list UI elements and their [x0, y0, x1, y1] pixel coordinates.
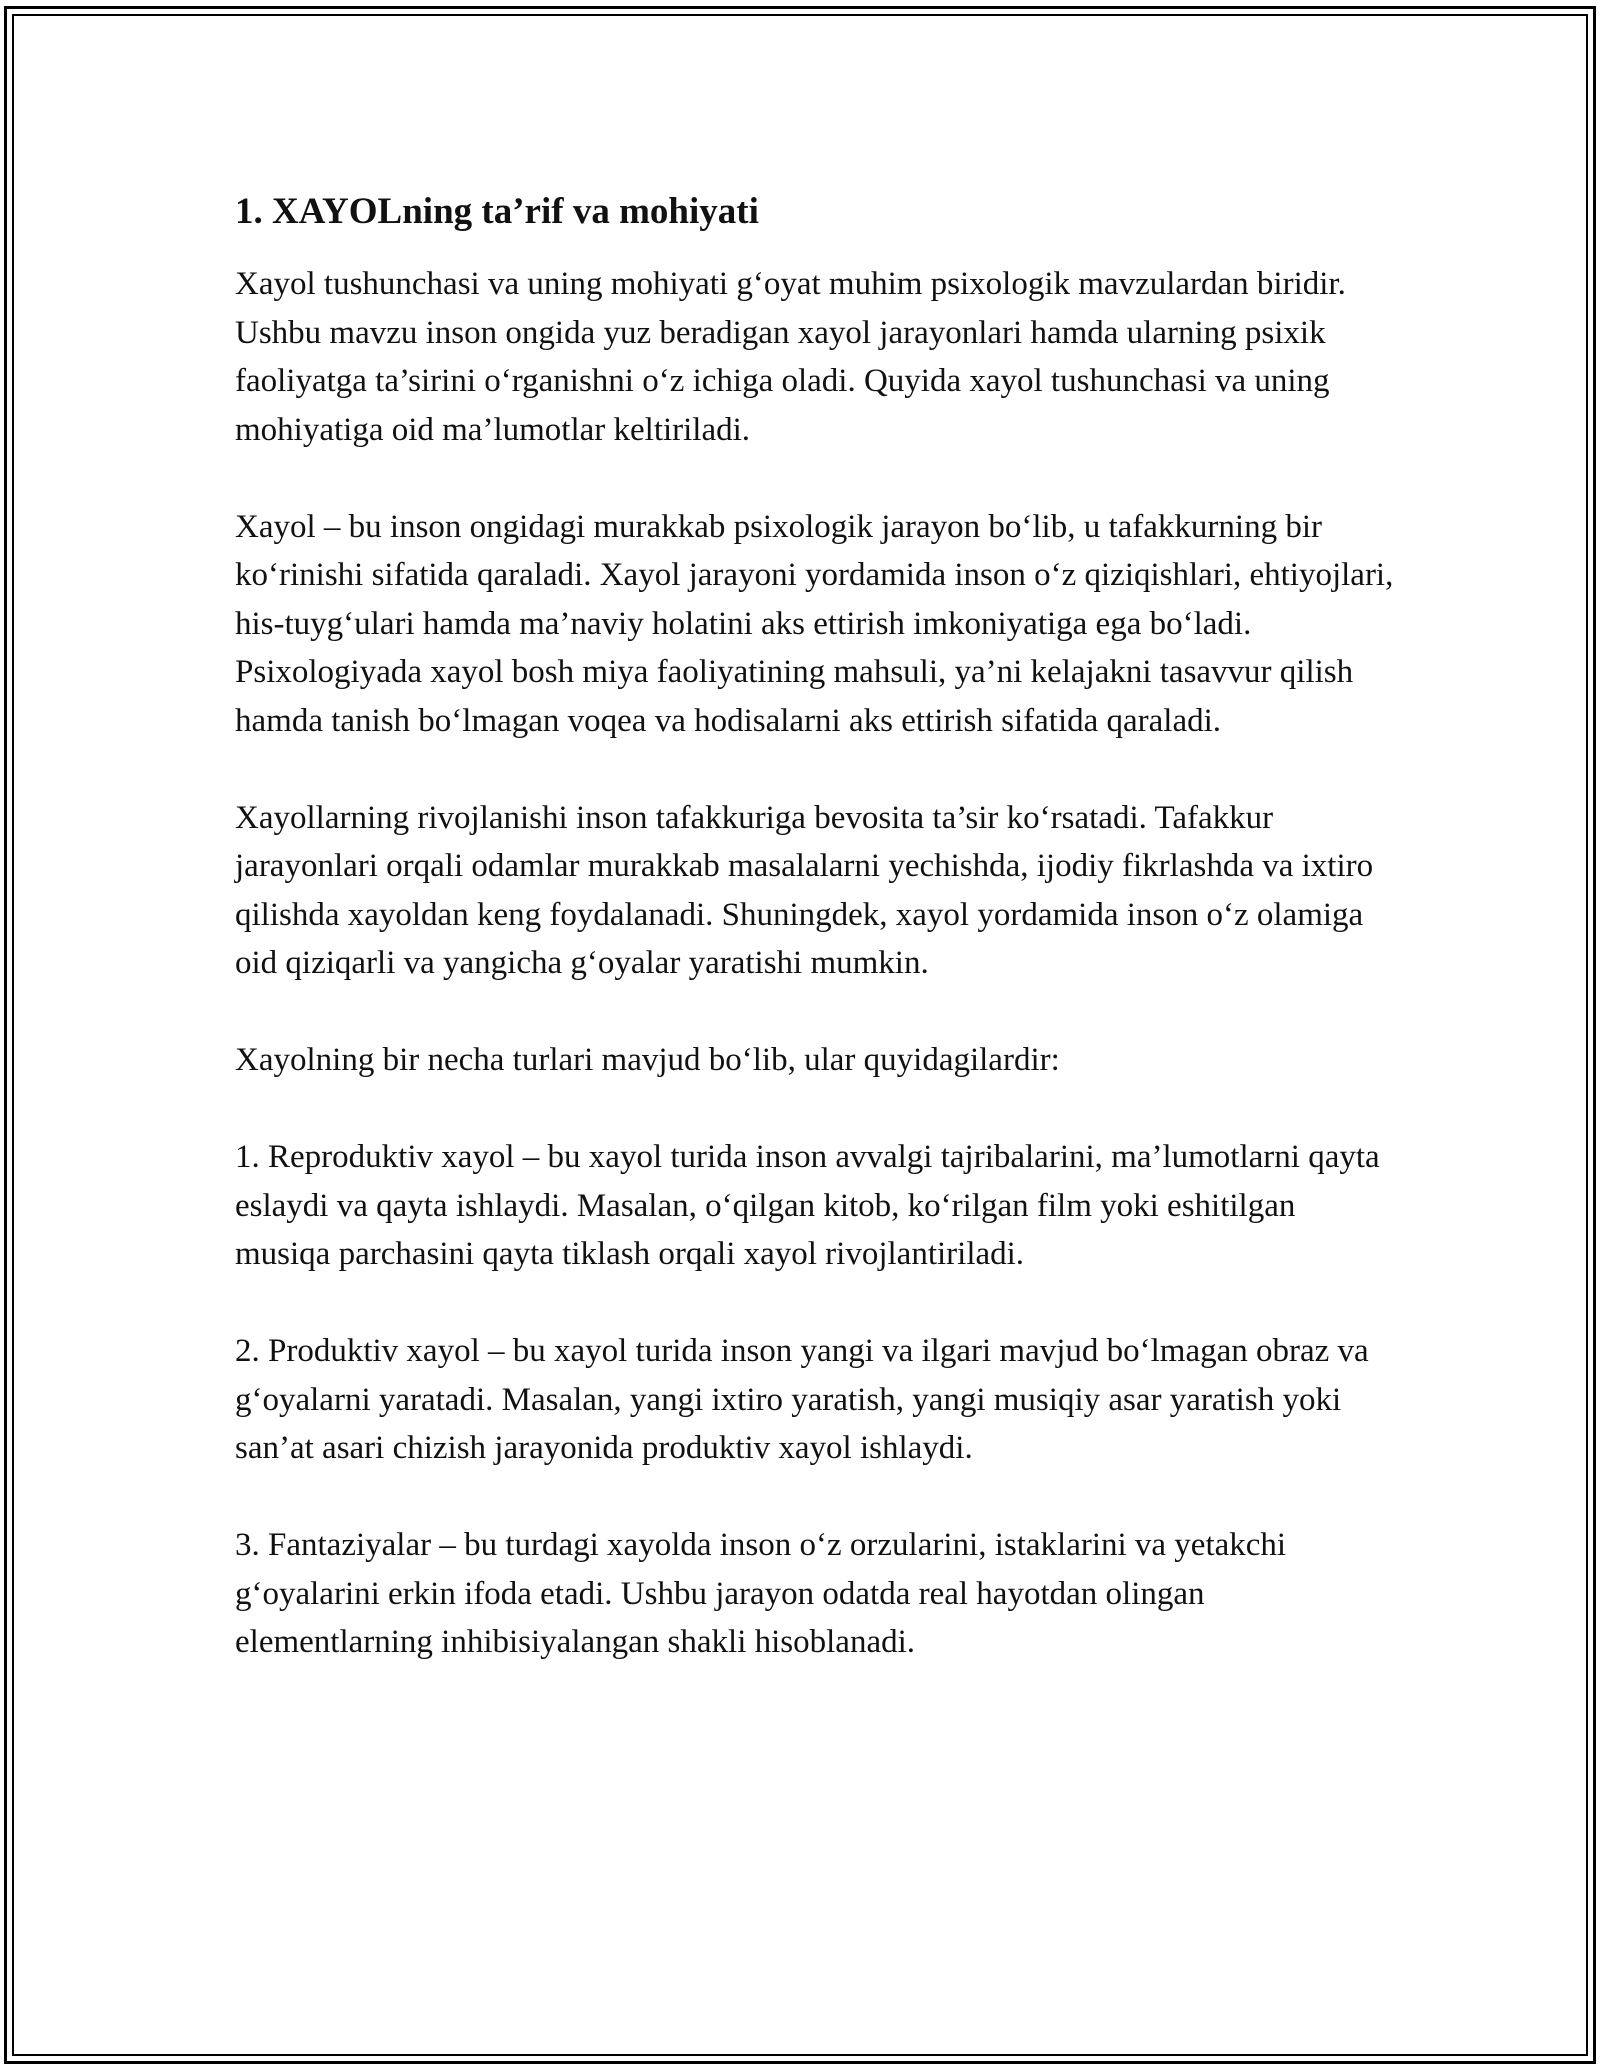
document-content	[235, 186, 1395, 1715]
paragraph-type-reproductive: 1. Reproduktiv xayol – bu xayol turida inson avvalgi tajribalarini, ma’lumotlarni qayta eslaydi va qayta ishlaydi. Masalan, o‘qilgan kitob, ko‘rilgan film yoki eshitilgan musiqa parchasini qayta tiklash orqali xayol rivojlantiriladi.	[235, 1139, 1380, 1272]
paragraph-definition: Xayol – bu inson ongidagi murakkab psixologik jarayon bo‘lib, u tafakkurning bir ko‘rinishi sifatida qaraladi. Xayol jarayoni yordamida inson o‘z qiziqishlari, ehtiyojlari, his-tuyg‘ulari hamda ma’naviy holatini aks ettirish imkoniyatiga ega bo‘ladi. Psixologiyada xayol bosh miya faoliyatining mahsuli, ya’ni kelajakni tasavvur qilish hamda tanish bo‘lmagan voqea va hodisalarni aks ettirish sifatida qaraladi.	[235, 508, 1394, 739]
paragraph-development: Xayollarning rivojlanishi inson tafakkuriga bevosita ta’sir ko‘rsatadi. Tafakkur jarayonlari orqali odamlar murakkab masalalarni yechishda, ijodiy fikrlashda va ixtiro qilishda xayoldan keng foydalanadi. Shuningdek, xayol yordamida inson o‘z olamiga oid qiziqarli va yangicha g‘oyalar yaratishi mumkin.	[235, 799, 1374, 981]
paragraph-types-intro: Xayolning bir necha turlari mavjud bo‘lib, ular quyidagilardir:	[235, 1042, 1060, 1078]
document-title: 1. XAYOLning ta’rif va mohiyati	[235, 191, 759, 232]
paragraph-intro: Xayol tushunchasi va uning mohiyati g‘oyat muhim psixologik mavzulardan biridir. Ushbu mavzu inson ongida yuz beradigan xayol jarayonlari hamda ularning psixik faoliyatga ta’sirini o‘rganishni o‘z ichiga oladi. Quyida xayol tushunchasi va uning mohiyatiga oid ma’lumotlar keltiriladi.	[235, 266, 1346, 448]
paragraph-type-fantasy: 3. Fantaziyalar – bu turdagi xayolda inson o‘z orzularini, istaklarini va yetakchi g‘oyalarini erkin ifoda etadi. Ushbu jarayon odatda real hayotdan olingan elementlarning inhibisiyalangan shakli hisoblanadi.	[235, 1527, 1287, 1660]
paragraph-type-productive: 2. Produktiv xayol – bu xayol turida inson yangi va ilgari mavjud bo‘lmagan obraz va g‘oyalarni yaratadi. Masalan, yangi ixtiro yaratish, yangi musiqiy asar yaratish yoki san’at asari chizish jarayonida produktiv xayol ishlaydi.	[235, 1333, 1369, 1466]
